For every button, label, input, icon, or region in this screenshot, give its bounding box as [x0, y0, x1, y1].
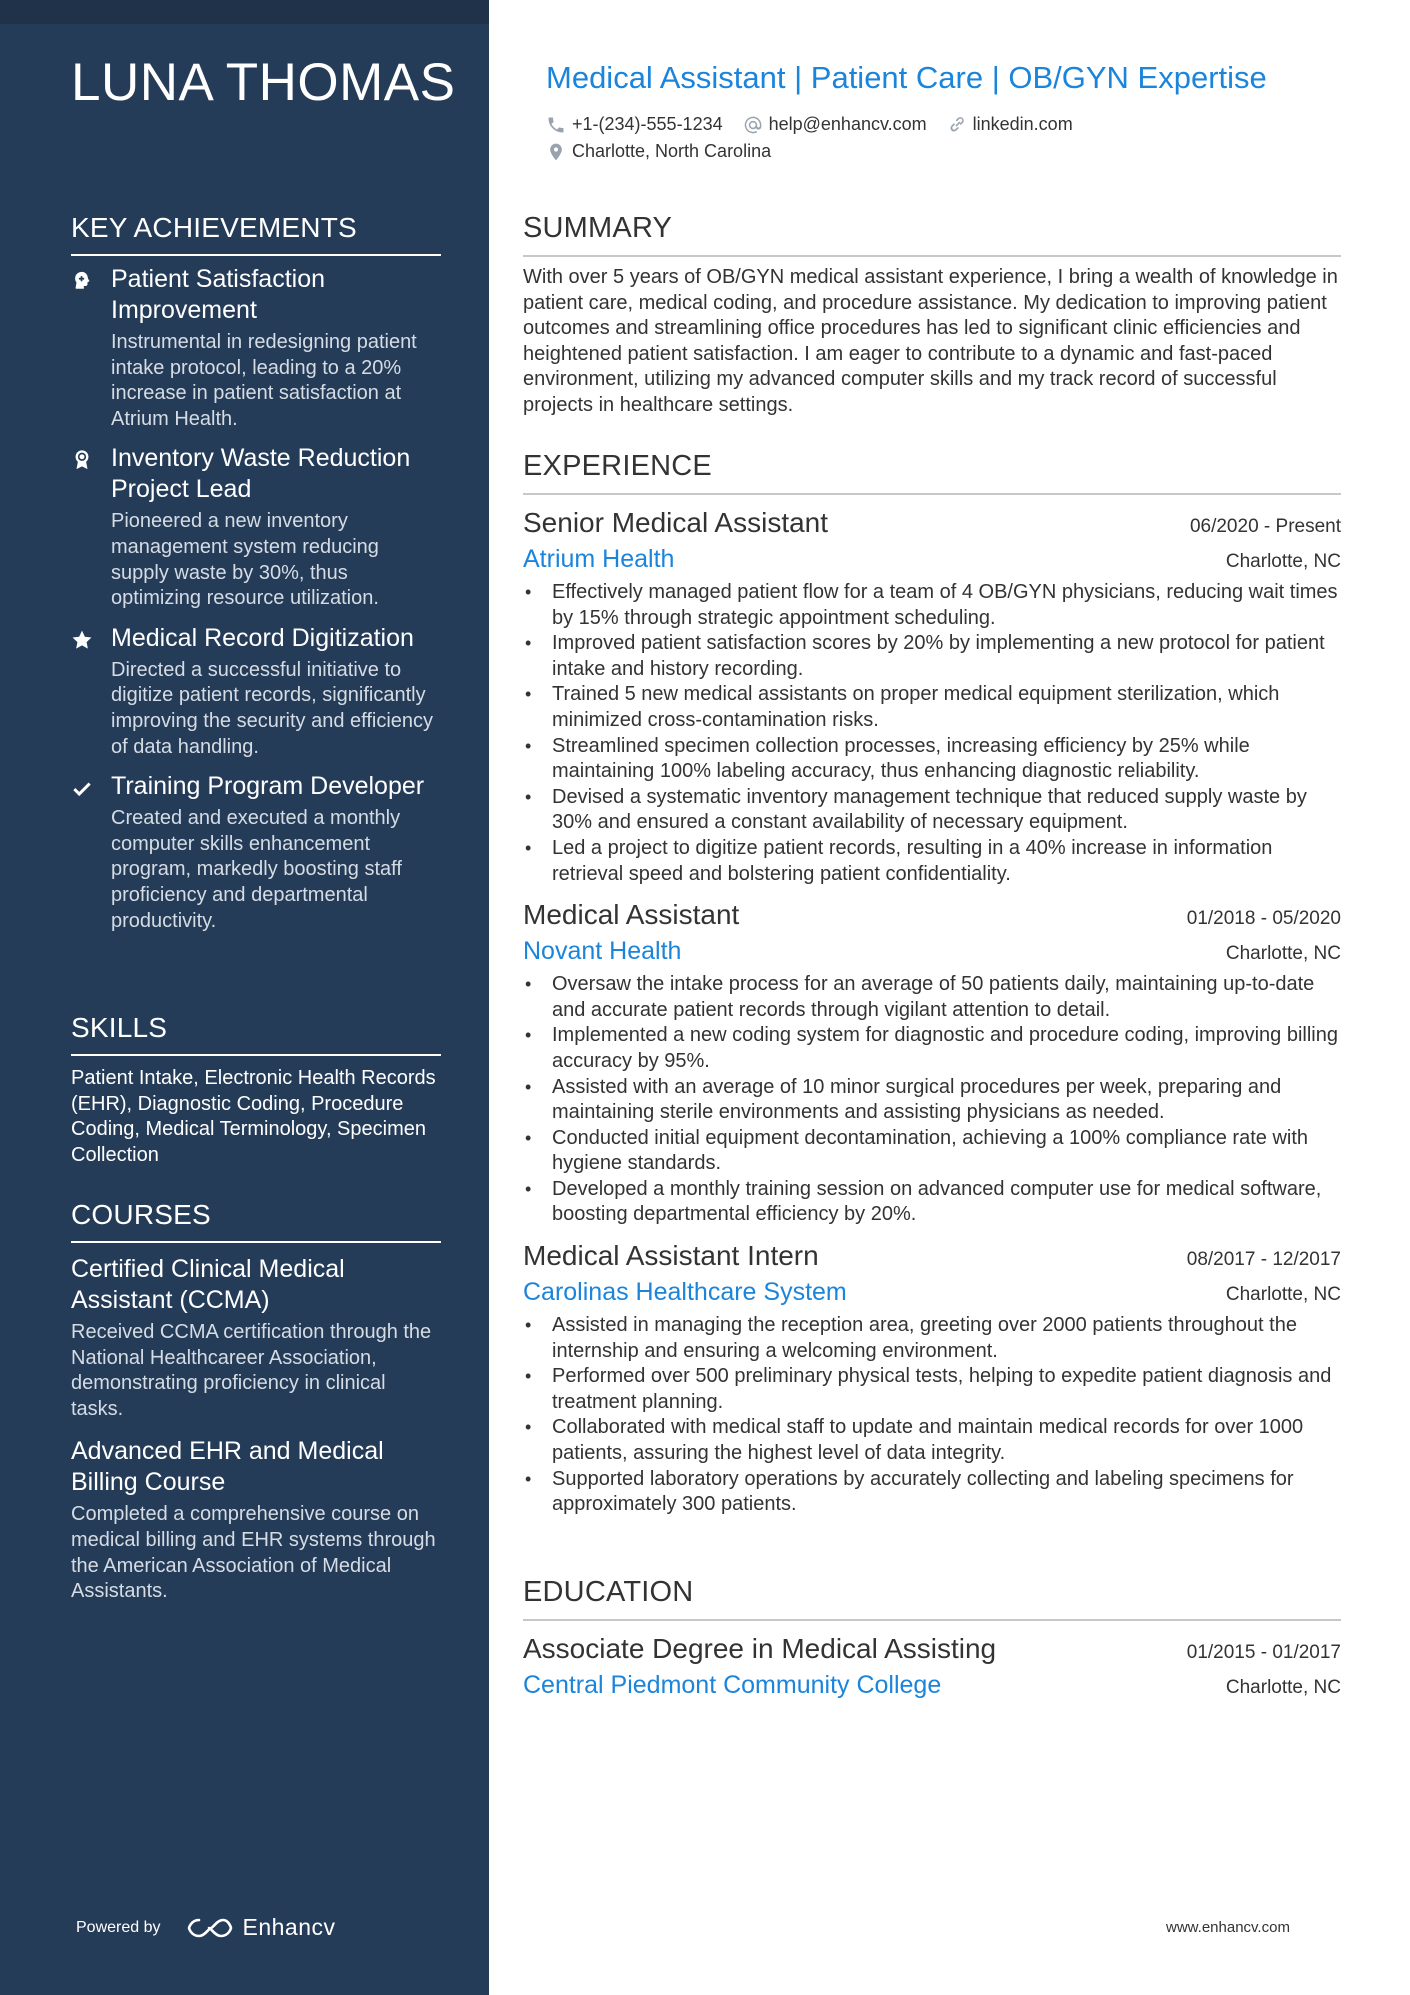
- at-icon: [743, 115, 763, 135]
- job-bullet: • Performed over 500 preliminary physical tests, helping to expedite patient diagnosis and treatment planning.: [523, 1364, 1341, 1415]
- contact-row-1: [546, 114, 1093, 135]
- powered-by: [76, 1914, 336, 1941]
- summary-text: With over 5 years of OB/GYN medical assistant experience, I bring a wealth of knowledge in patient care, medical coding, and procedure assistance. My dedication to improving patient outcomes and streamlining office procedures has led to significant clinic efficiencies and heightened patient satisfaction. I am eager to contribute to a dynamic and fast-paced environment, utilizing my advanced computer skills and my track record of successful projects in healthcare settings.: [523, 266, 1338, 416]
- achievement-item: [71, 443, 441, 611]
- achievement-title: Training Program Developer: [111, 772, 425, 801]
- phone-icon: [546, 115, 566, 135]
- achievement-item: [71, 771, 441, 934]
- job-bullets: [523, 1313, 1341, 1518]
- job-company: Carolinas Healthcare System: [523, 1278, 847, 1307]
- education-section: [523, 1576, 1341, 1700]
- education-entry: [523, 1633, 1341, 1700]
- location-contact: [546, 141, 771, 162]
- skills-title: SKILLS: [71, 1012, 441, 1056]
- job-bullet: • Assisted with an average of 10 minor surgical procedures per week, preparing and maintaining sterile environments and assisting physicians as needed.: [523, 1075, 1341, 1126]
- job-bullet: • Oversaw the intake process for an average of 50 patients daily, maintaining up-to-date and accurate patient records through vigilant attention to detail.: [523, 972, 1341, 1023]
- job-bullets: [523, 580, 1341, 887]
- job-title: Senior Medical Assistant: [523, 507, 829, 538]
- enhancv-brand-name: Enhancv: [242, 1914, 336, 1940]
- check-icon: [71, 771, 111, 934]
- job-bullet: • Streamlined specimen collection processes, increasing efficiency by 25% while maintaining 100% labeling accuracy, thus enhancing diagnostic reliability.: [523, 734, 1341, 785]
- skills-section: [71, 1012, 441, 1168]
- job-bullet: • Collaborated with medical staff to update and maintain medical records for over 1000 patients, assuring the highest level of data integrity.: [523, 1415, 1341, 1466]
- email-contact[interactable]: [743, 114, 927, 135]
- location-pin-icon: [546, 142, 566, 162]
- job-bullet: • Implemented a new coding system for diagnostic and procedure coding, improving billing accuracy by 95%.: [523, 1023, 1341, 1074]
- courses-section: [71, 1199, 441, 1605]
- key-achievements-title: KEY ACHIEVEMENTS: [71, 212, 441, 256]
- location-text: Charlotte, North Carolina: [572, 141, 772, 161]
- linkedin-contact[interactable]: [947, 114, 1073, 135]
- email-text: help@enhancv.com: [768, 114, 927, 134]
- achievement-title: Inventory Waste Reduction Project Lead: [111, 444, 411, 504]
- courses-title: COURSES: [71, 1199, 441, 1243]
- achievement-item: [71, 623, 441, 760]
- job-bullet: • Assisted in managing the reception area, greeting over 2000 patients throughout the internship and ensuring a welcoming environment.: [523, 1313, 1341, 1364]
- course-item: [71, 1254, 441, 1422]
- job-title: Medical Assistant Intern: [523, 1240, 819, 1272]
- job-bullet: • Conducted initial equipment decontamination, achieving a 100% compliance rate with hygiene standards.: [523, 1126, 1341, 1177]
- education-date: 01/2015 - 01/2017: [1186, 1642, 1341, 1663]
- powered-by-label: Powered by: [76, 1918, 161, 1936]
- education-title: EDUCATION: [523, 1576, 1341, 1621]
- job-bullet: • Improved patient satisfaction scores by 20% by implementing a new protocol for patient intake and history recording.: [523, 631, 1341, 682]
- summary-section: [523, 212, 1341, 419]
- job-company: Atrium Health: [523, 545, 675, 573]
- job-entry: [523, 1240, 1341, 1518]
- achievement-title: Patient Satisfaction Improvement: [111, 265, 326, 324]
- job-company: Novant Health: [523, 937, 682, 966]
- achievement-title: Medical Record Digitization: [111, 623, 414, 652]
- star-icon: [71, 623, 111, 760]
- key-achievements-section: [71, 212, 441, 945]
- job-bullet: • Developed a monthly training session on advanced computer use for medical software, boosting departmental efficiency by 20%.: [523, 1177, 1341, 1228]
- award-icon: [71, 443, 111, 611]
- job-date: 06/2020 - Present: [1189, 516, 1341, 537]
- job-location: Charlotte, NC: [1225, 1284, 1341, 1306]
- contact-row-2: [546, 141, 791, 162]
- job-date: 01/2018 - 05/2020: [1186, 908, 1341, 930]
- course-title: Certified Clinical Medical Assistant (CCMA): [71, 1255, 345, 1314]
- sidebar-top-band: [0, 0, 489, 24]
- job-bullet: • Trained 5 new medical assistants on proper medical equipment sterilization, which minimized cross-contamination risks.: [523, 682, 1341, 733]
- job-entry: [523, 899, 1341, 1228]
- sidebar: [0, 0, 489, 1995]
- course-item: [71, 1436, 441, 1604]
- job-location: Charlotte, NC: [1225, 943, 1341, 965]
- education-location: Charlotte, NC: [1225, 1677, 1341, 1698]
- summary-title: SUMMARY: [523, 212, 1341, 257]
- job-bullets: [523, 972, 1341, 1228]
- course-description: Received CCMA certification through the National Healthcareer Association, demonstrating proficiency in clinical tasks.: [71, 1321, 432, 1420]
- job-bullet: • Devised a systematic inventory management technique that reduced supply waste by 30% and ensured a constant availability of necessary equipment.: [523, 785, 1341, 836]
- experience-title: EXPERIENCE: [523, 450, 1341, 495]
- phone-contact[interactable]: [546, 114, 723, 135]
- job-location: Charlotte, NC: [1225, 551, 1341, 572]
- job-entry: [523, 507, 1341, 887]
- achievement-description: Pioneered a new inventory management system reducing supply waste by 30%, thus optimizing resource utilization.: [111, 510, 379, 610]
- course-description: Completed a comprehensive course on medical billing and EHR systems through the American Association of Medical Assistants.: [71, 1503, 436, 1603]
- job-bullet: • Effectively managed patient flow for a team of 4 OB/GYN physicians, reducing wait times by 15% through strategic appointment scheduling.: [523, 580, 1341, 631]
- course-title: Advanced EHR and Medical Billing Course: [71, 1437, 384, 1497]
- headline: Medical Assistant | Patient Care | OB/GYN Expertise: [546, 60, 1267, 95]
- enhancv-logo-icon: [187, 1916, 233, 1940]
- skills-list: Patient Intake, Electronic Health Records (EHR), Diagnostic Coding, Procedure Coding, Medical Terminology, Specimen Collection: [71, 1067, 436, 1166]
- achievement-description: Instrumental in redesigning patient intake protocol, leading to a 20% increase in patient satisfaction at Atrium Health.: [111, 331, 417, 430]
- job-bullet: • Led a project to digitize patient records, resulting in a 40% increase in information retrieval speed and bolstering patient confidentiality.: [523, 836, 1341, 887]
- achievement-description: Directed a successful initiative to digitize patient records, significantly improving the security and efficiency of data handling.: [111, 658, 434, 758]
- candidate-name: LUNA THOMAS: [71, 53, 456, 112]
- phone-text: +1-(234)-555-1234: [572, 114, 723, 134]
- link-icon: [947, 115, 967, 135]
- footer-url[interactable]: www.enhancv.com: [1166, 1919, 1290, 1936]
- linkedin-text: linkedin.com: [972, 114, 1073, 134]
- school-name: Central Piedmont Community College: [523, 1671, 942, 1699]
- brain-icon: [71, 264, 111, 432]
- job-date: 08/2017 - 12/2017: [1186, 1249, 1341, 1271]
- degree-title: Associate Degree in Medical Assisting: [523, 1633, 997, 1664]
- enhancv-logo[interactable]: [187, 1914, 336, 1941]
- achievement-item: [71, 264, 441, 432]
- experience-section: [523, 450, 1341, 1518]
- job-bullet: • Supported laboratory operations by accurately collecting and labeling specimens for approximately 300 patients.: [523, 1467, 1341, 1518]
- achievement-description: Created and executed a monthly computer skills enhancement program, markedly boosting staff proficiency and departmental productivity.: [111, 807, 402, 932]
- job-title: Medical Assistant: [523, 899, 740, 931]
